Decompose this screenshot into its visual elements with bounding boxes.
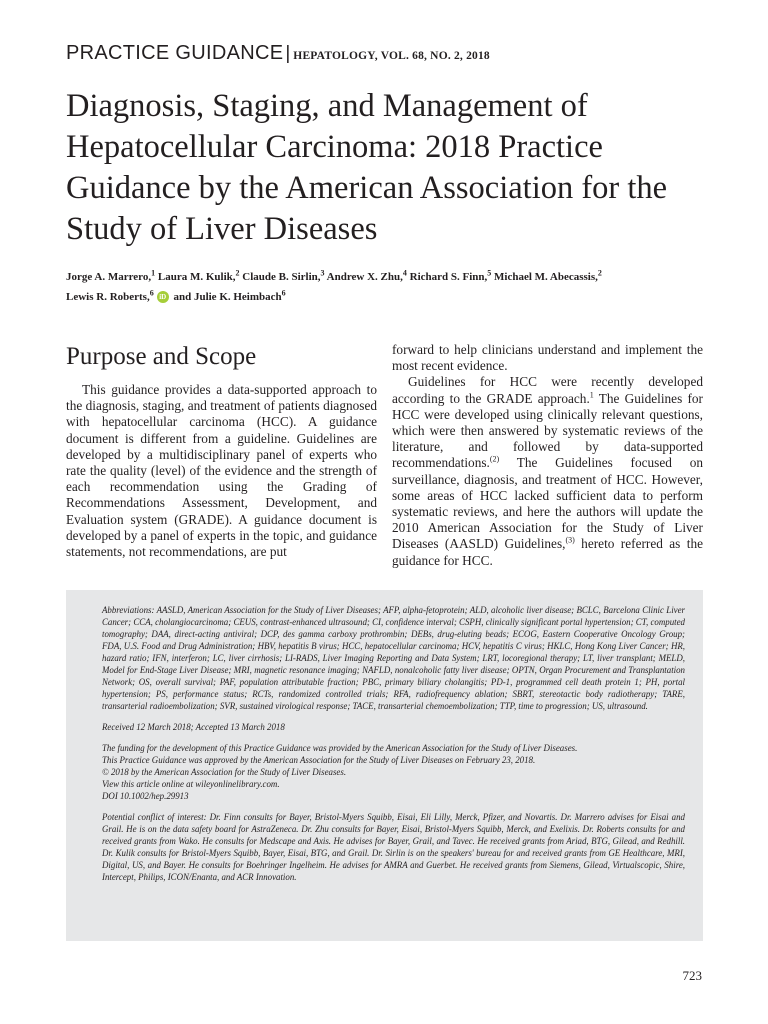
approval-note: This Practice Guidance was approved by the American Association for the Study of Liver Diseases on February 23, 2018. bbox=[102, 755, 536, 765]
citation-ref[interactable]: (3) bbox=[565, 536, 575, 546]
text-run: hereto referred as the guidance for HCC. bbox=[392, 536, 703, 568]
body-column-right bbox=[392, 342, 703, 569]
funding-note: The funding for the development of this Practice Guidance was provided by the American Association for the Study of Liver Diseases. bbox=[102, 743, 578, 753]
author-affiliation: 4 bbox=[402, 268, 407, 278]
body-column-left bbox=[66, 382, 377, 560]
author-name[interactable]: Michael M. Abecassis, bbox=[494, 271, 598, 283]
author-name[interactable]: Richard S. Finn, bbox=[409, 271, 488, 283]
section-label: PRACTICE GUIDANCE bbox=[66, 42, 284, 64]
doi-link[interactable]: DOI 10.1002/hep.29913 bbox=[102, 791, 189, 801]
conflict-of-interest: Potential conflict of interest: Dr. Finn consults for Bayer, Bristol-Myers Squibb, Eisai, Eli Lilly, Merck, Pfizer, and Novartis. Dr. Marrero advises for Eisai and Grail. He is on the data safety board for AstraZeneca. Dr. Zhu consults for Bayer, Eisai, Bristol-Myers Squibb, Merck, and Exelixis. Dr. Roberts consults for and received grants from Wako. He consults for Medscape and Axis. He advises for Bayer, Grail, and Tavec. He received grants from Ariad, BTG, Gilead, and Redhill. Dr. Kulik consults for Bristol-Myers Squibb, Bayer, Eisai, BTG, and Grail. Dr. Sirlin is on the speakers' bureau for and received grants from GE Healthcare, MRI, Digital, US, and Bayer. He consults for Boehringer Ingelheim. He advises for AMRA and Guerbet. He received grants from Siemens, Gilead, Virtualscopic, Shire, Intercept, Philips, ICON/Enanta, and ACR Innovation. bbox=[102, 812, 685, 882]
text-run: Guidelines for HCC were recently developed according to the GRADE approach. bbox=[392, 374, 703, 406]
author-affiliation: 3 bbox=[320, 268, 325, 278]
orcid-icon[interactable]: iD bbox=[157, 291, 169, 303]
funding-block bbox=[102, 742, 685, 802]
body-paragraph bbox=[392, 374, 703, 568]
citation-ref[interactable]: 1 bbox=[589, 390, 594, 400]
running-header bbox=[66, 42, 490, 65]
page-number: 723 bbox=[682, 968, 702, 983]
author-name[interactable]: Laura M. Kulik, bbox=[157, 271, 236, 283]
author-affiliation: 1 bbox=[151, 268, 156, 278]
author-affiliation: 6 bbox=[281, 288, 286, 298]
journal-info: HEPATOLOGY, VOL. 68, NO. 2, 2018 bbox=[293, 50, 490, 62]
abbreviations: Abbreviations: AASLD, American Association for the Study of Liver Diseases; AFP, alpha-fetoprotein; ALD, alcoholic liver disease; BCLC, Barcelona Clinic Liver Cancer; CCA, cholangiocarcinoma; CEUS, contrast-enhanced ultrasound; CI, confidence interval; CSPH, clinically significant portal hypertension; CT, computed tomography; DAA, direct-acting antiviral; DCP, des gamma carboxy prothrombin; DEBs, drug-eluting beads; ECOG, Eastern Cooperative Oncology Group; FDA, U.S. Food and Drug Administration; HBV, hepatitis B virus; HCC, hepatocellular carcinoma; HCV, hepatitis C virus; HKLC, Hong Kong Liver Cancer; HR, hazard ratio; IFN, interferon; LC, liver cirrhosis; LI-RADS, Liver Imaging Reporting and Data System; LRT, locoregional therapy; LT, liver transplant; MELD, Model for End-Stage Liver Disease; MRI, magnetic resonance imaging; NAFLD, nonalcoholic fatty liver disease; OPTN, Organ Procurement and Transplantation Network; OS, overall survival; PAF, population attributable fraction; PBC, primary biliary cholangitis; PD-1, programmed cell death protein 1; PH, portal hypertension; PS, performance status; RCTs, randomized controlled trials; RFA, radiofrequency ablation; SBRT, stereotactic body radiotherapy; TARE, transarterial radioembolization; SVR, sustained virological response; TACE, transarterial chemoembolization; TTP, time to progression; US, ultrasound. bbox=[102, 605, 685, 711]
header-separator: | bbox=[285, 43, 291, 64]
author-name[interactable]: Jorge A. Marrero, bbox=[66, 271, 152, 283]
section-heading: Purpose and Scope bbox=[66, 343, 257, 370]
received-date: Received 12 March 2018; Accepted 13 March 2018 bbox=[102, 722, 285, 732]
article-info-box bbox=[66, 590, 703, 941]
author-affiliation: 2 bbox=[597, 268, 602, 278]
citation-ref[interactable]: (2) bbox=[489, 455, 500, 464]
author-name[interactable]: and Julie K. Heimbach bbox=[173, 291, 282, 303]
author-affiliation: 6 bbox=[149, 288, 154, 298]
online-link[interactable]: View this article online at wileyonlinelibrary.com. bbox=[102, 779, 280, 789]
article-title: Diagnosis, Staging, and Management of Hepatocellular Carcinoma: 2018 Practice Guidance by the American Association for the Study of Liver Diseases bbox=[66, 88, 668, 247]
author-list bbox=[66, 267, 706, 307]
author-name[interactable]: Lewis R. Roberts, bbox=[66, 291, 150, 303]
author-name[interactable]: Claude B. Sirlin, bbox=[242, 271, 321, 283]
author-affiliation: 5 bbox=[487, 268, 492, 278]
author-affiliation: 2 bbox=[235, 268, 240, 278]
author-name[interactable]: Andrew X. Zhu, bbox=[326, 271, 403, 283]
copyright-note: © 2018 by the American Association for the Study of Liver Diseases. bbox=[102, 767, 347, 777]
text-run: The Guidelines focused on surveillance, diagnosis, and treatment of HCC. However, some areas of HCC lacked sufficient data to perform systematic reviews, and here the authors will update the 2010 American Association for the Study of Liver Diseases (AASLD) Guidelines, bbox=[392, 455, 703, 552]
body-paragraph: forward to help clinicians understand and implement the most recent evidence. bbox=[392, 342, 703, 374]
text-run: The Guidelines for HCC were developed using clinically relevant questions, which were then answered by systematic reviews of the literature, and followed by data-supported recommendations. bbox=[392, 390, 703, 471]
body-paragraph: This guidance provides a data-supported approach to the diagnosis, staging, and treatment of patients diagnosed with hepatocellular carcinoma (HCC). A guidance document is different from a guideline. Guidelines are developed by a multidisciplinary panel of experts who rate the quality (level) of the evidence and the strength of each recommendation using the Grading of Recommendations Assessment, Development, and Evaluation system (GRADE). A guidance document is developed by a panel of experts in the topic, and guidance statements, not recommendations, are put bbox=[66, 382, 377, 560]
